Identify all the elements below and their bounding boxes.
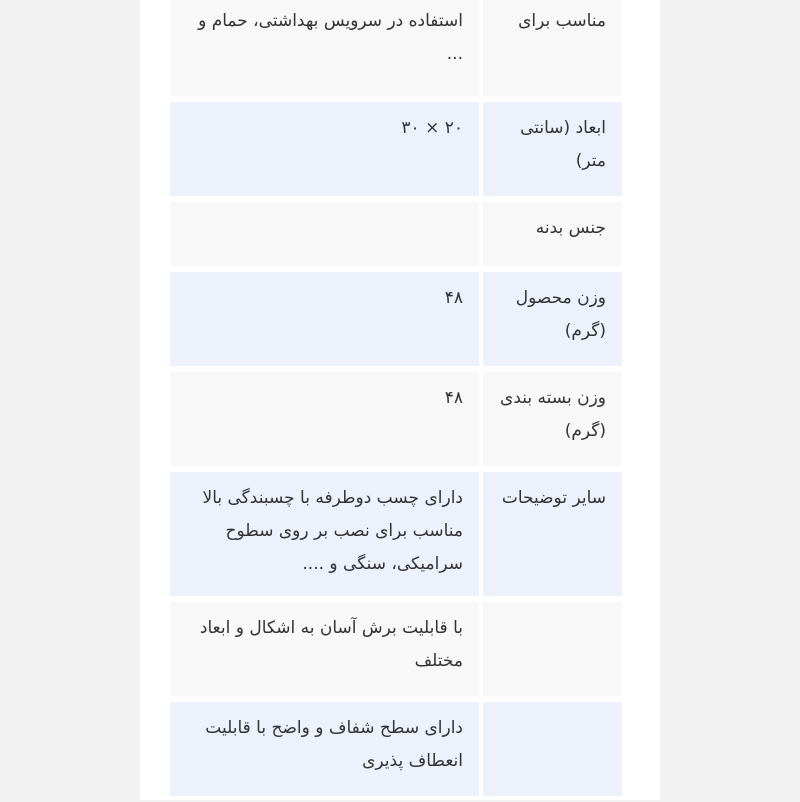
spec-label — [483, 602, 622, 696]
spec-label: مناسب برای — [483, 0, 622, 96]
table-row — [170, 0, 622, 96]
spec-value: ۴۸ — [170, 272, 479, 366]
spec-label: ابعاد (سانتی متر) — [483, 102, 622, 196]
spec-value: استفاده در سرویس بهداشتی، حمام و ... — [170, 0, 479, 96]
table-row — [170, 372, 622, 466]
spec-label: وزن بسته بندی (گرم) — [483, 372, 622, 466]
table-row — [170, 602, 622, 696]
table-row — [170, 202, 622, 266]
spec-value: دارای سطح شفاف و واضح با قابلیت انعطاف پذیری — [170, 702, 479, 796]
specs-table — [170, 0, 622, 802]
table-row — [170, 472, 622, 596]
table-row — [170, 702, 622, 796]
spec-value: ۲۰ × ۳۰ — [170, 102, 479, 196]
spec-value: ۴۸ — [170, 372, 479, 466]
spec-label: جنس بدنه — [483, 202, 622, 266]
spec-label: سایر توضیحات — [483, 472, 622, 596]
spec-label: وزن محصول (گرم) — [483, 272, 622, 366]
spec-value: دارای چسب دوطرفه با چسبندگی بالا مناسب برای نصب بر روی سطوح سرامیکی، سنگی و .... — [170, 472, 479, 596]
spec-label — [483, 702, 622, 796]
table-row — [170, 272, 622, 366]
spec-value: با قابلیت برش آسان به اشکال و ابعاد مختلف — [170, 602, 479, 696]
table-row — [170, 102, 622, 196]
spec-value — [170, 202, 479, 266]
